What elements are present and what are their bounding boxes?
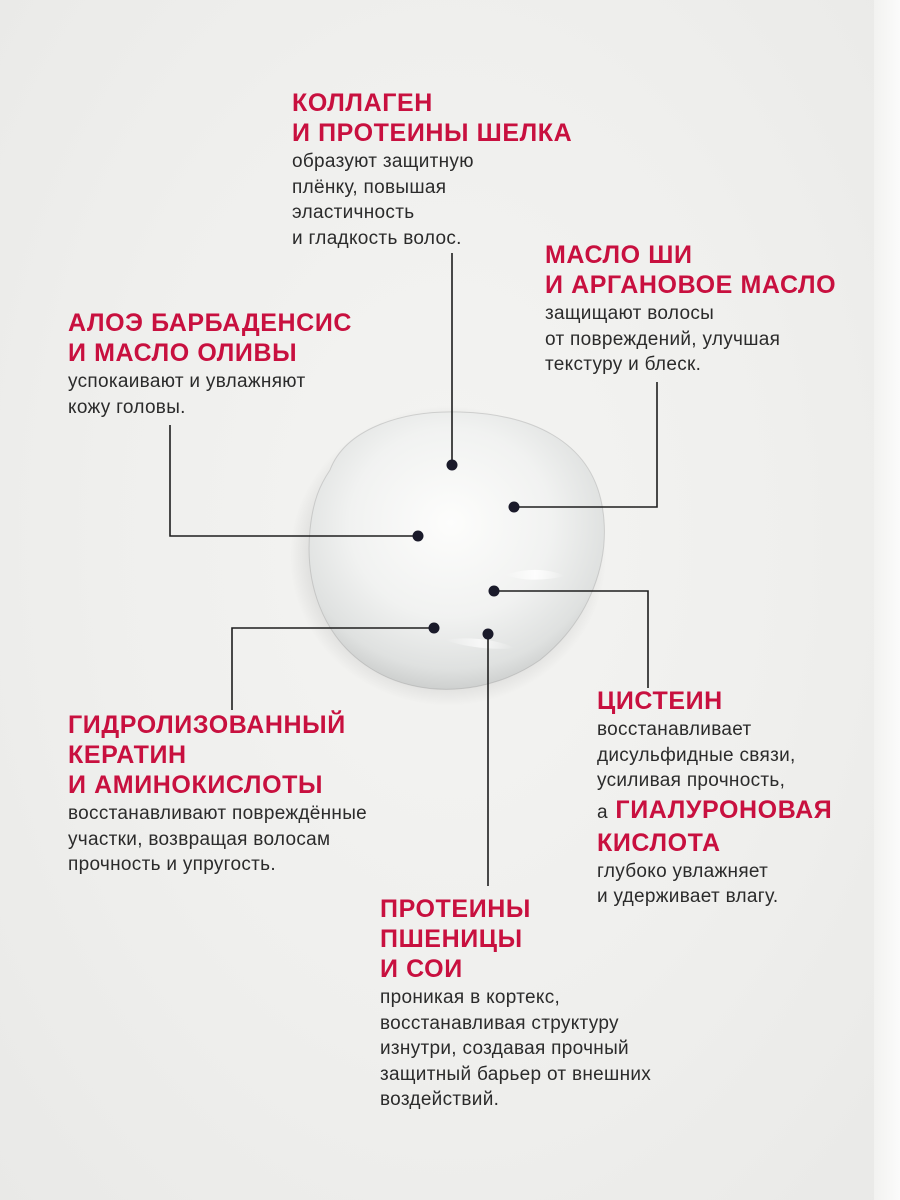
ingredient-title <box>597 686 832 716</box>
ingredient-title <box>68 710 367 800</box>
desc-line: проникая в кортекс, <box>380 987 561 1008</box>
title-line <box>597 795 832 828</box>
connector-word: а <box>597 801 608 823</box>
desc-line: от повреждений, улучшая <box>545 328 781 350</box>
desc-line: плёнку, повышая <box>292 176 447 198</box>
title-line: И СОИ <box>380 955 463 983</box>
desc-line: успокаивают и увлажняют <box>68 371 306 392</box>
title-line: КИСЛОТА <box>597 828 721 857</box>
desc-line: прочность и упругость. <box>68 854 276 875</box>
ingredient-title-hyaluronic <box>597 795 832 858</box>
title-line: МАСЛО ШИ <box>545 241 693 269</box>
title-word: ГИАЛУРОНОВАЯ <box>615 795 833 824</box>
ingredient-cysteine <box>597 686 832 910</box>
title-line: ПШЕНИЦЫ <box>380 925 523 953</box>
desc-line: кожу головы. <box>68 396 186 418</box>
desc-line: восстанавливают повреждённые <box>68 803 368 824</box>
dot-cysteine <box>489 586 500 597</box>
title-line: КЕРАТИН <box>68 741 187 769</box>
title-line: ГИДРОЛИЗОВАННЫЙ <box>68 711 346 739</box>
desc-line: дисульфидные связи, <box>597 744 796 766</box>
ingredient-shea <box>545 240 836 378</box>
dot-aloe <box>413 531 424 542</box>
desc-line: воздействий. <box>380 1089 500 1110</box>
desc-line: защитный барьер от внешних <box>380 1063 652 1085</box>
desc-line: текстуру и блеск. <box>545 354 702 375</box>
title-line: АЛОЭ БАРБАДЕНСИС <box>68 309 353 337</box>
desc-line: и гладкость волос. <box>292 227 462 249</box>
title-line: И АМИНОКИСЛОТЫ <box>68 771 324 799</box>
ingredient-title <box>545 240 836 300</box>
dot-collagen <box>447 460 458 471</box>
desc-line: эластичность <box>292 202 415 223</box>
desc-line: изнутри, создавая прочный <box>380 1038 629 1059</box>
ingredient-description <box>597 717 832 794</box>
ingredient-title <box>68 308 352 368</box>
ingredient-description <box>68 369 352 420</box>
desc-line: восстанавливает <box>597 719 752 740</box>
desc-line: образуют защитную <box>292 151 474 172</box>
ingredient-description <box>68 801 367 878</box>
ingredient-wheat <box>380 894 651 1113</box>
desc-line: восстанавливая структуру <box>380 1012 619 1034</box>
ingredient-collagen <box>292 88 572 251</box>
dot-wheat <box>483 629 494 640</box>
title-line: И ПРОТЕИНЫ ШЕЛКА <box>292 119 573 147</box>
title-line: И МАСЛО ОЛИВЫ <box>68 339 298 367</box>
desc-line: защищают волосы <box>545 303 715 324</box>
ingredient-title <box>292 88 572 148</box>
title-line: ПРОТЕИНЫ <box>380 895 532 923</box>
ingredient-aloe <box>68 308 352 420</box>
title-line: КОЛЛАГЕН <box>292 89 433 117</box>
ingredient-description <box>545 301 836 378</box>
desc-line: участки, возвращая волосам <box>68 828 331 850</box>
desc-line: усиливая прочность, <box>597 770 786 791</box>
dot-shea <box>509 502 520 513</box>
desc-line: и удерживает влагу. <box>597 886 779 907</box>
dot-keratin <box>429 623 440 634</box>
ingredient-description <box>380 985 651 1113</box>
ingredient-title <box>380 894 651 984</box>
ingredient-description <box>292 149 572 251</box>
title-line: ЦИСТЕИН <box>597 687 723 715</box>
title-line: И АРГАНОВОЕ МАСЛО <box>545 271 837 299</box>
ingredient-keratin <box>68 710 367 878</box>
desc-line: глубоко увлажняет <box>597 860 769 882</box>
